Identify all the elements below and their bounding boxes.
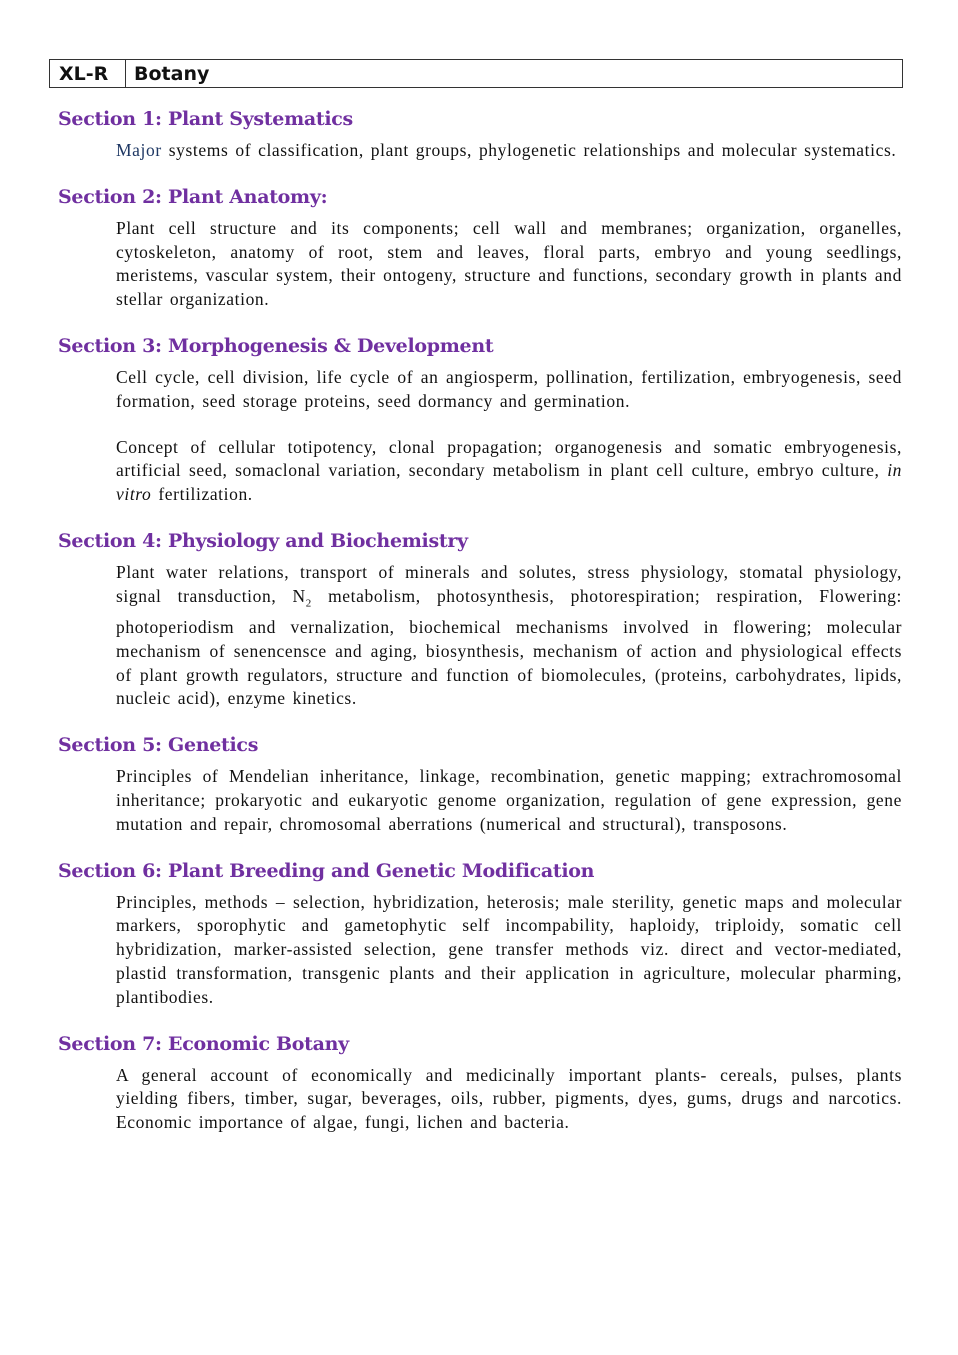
paper-subject: Botany	[134, 63, 210, 85]
section-body: A general account of economically and medicinally important plants- cereals, pulses, plants yielding fibers, timber, sugar, beverages, oils, rubber, pigments, dyes, gums, drugs and narcotics. Economic importance of algae, fungi, lichen and bacteria.	[116, 1064, 902, 1133]
section-6	[58, 858, 902, 1010]
section-heading: Section 5: Genetics	[58, 734, 259, 757]
syllabus-content	[58, 106, 902, 1156]
section-body-text: systems of classification, plant groups, phylogenetic relationships and molecular systematics.	[161, 140, 897, 160]
section-heading: Section 4: Physiology and Biochemistry	[58, 529, 468, 552]
section-body-lead: Major	[116, 140, 162, 160]
section-1	[58, 106, 902, 163]
section-4	[58, 528, 902, 711]
section-body: Principles of Mendelian inheritance, linkage, recombination, genetic mapping; extrachromosomal inheritance; prokaryotic and eukaryotic genome organization, regulation of gene expression, gene mutation and repair, chromosomal aberrations (numerical and structural), transposons.	[116, 766, 902, 834]
section-body	[116, 139, 902, 163]
section-3	[58, 333, 902, 507]
section-body	[116, 561, 902, 711]
section-body: Cell cycle, cell division, life cycle of an angiosperm, pollination, fertilization, embryogenesis, seed formation, seed storage proteins, seed dormancy and germination.	[116, 366, 902, 411]
section-7	[58, 1031, 902, 1135]
section-body: Plant cell structure and its components; cell wall and membranes; organization, organelles, cytoskeleton, anatomy of root, stem and leaves, floral parts, embryo and young seedlings, meristems, vascular system, their ontogeny, structure and functions, secondary growth in plants and stellar organization.	[116, 217, 902, 310]
section-body-text: metabolism, photosynthesis, photorespiration; respiration, Flowering: photoperiodism and vernalization, biochemical mechanisms involved in flowering; molecular mechanism of senencensce and aging, biosynthesis, mechanism of action and physiological effects of plant growth regulators, structure and function of biomolecules, (proteins, carbohydrates, lipids, nucleic acid), enzyme kinetics.	[116, 585, 902, 709]
paper-code: XL-R	[50, 60, 126, 87]
subscript: 2	[305, 597, 312, 610]
section-heading: Section 7: Economic Botany	[58, 1032, 349, 1055]
section-5	[58, 732, 902, 836]
section-body-text: fertilization.	[151, 484, 253, 505]
section-heading: Section 2: Plant Anatomy:	[58, 185, 328, 208]
section-body-2	[116, 436, 902, 507]
section-body-text: Plant water relations, transport of minerals and solutes, stress physiology, stomatal physiology, signal transduction, N	[116, 561, 902, 606]
section-body-text: Concept of cellular totipotency, clonal propagation; organogenesis and somatic embryogenesis, artificial seed, somaclonal variation, secondary metabolism in plant cell culture, embryo culture,	[116, 436, 902, 481]
paper-header-table	[49, 59, 903, 88]
section-heading: Section 1: Plant Systematics	[58, 108, 353, 130]
italic-term: in vitro	[116, 460, 902, 505]
section-2	[58, 184, 902, 312]
section-body: Principles, methods – selection, hybridization, heterosis; male sterility, genetic maps and molecular markers, sporophytic and gametophytic self incompability, haploidy, triploidy, somatic cell hybridization, marker-assisted selection, gene transfer methods viz. direct and vector-mediated, plastid transformation, transgenic plants and their application in agriculture, molecular pharming, plantibodies.	[116, 891, 902, 1007]
section-heading: Section 3: Morphogenesis & Development	[58, 334, 494, 357]
section-heading: Section 6: Plant Breeding and Genetic Modification	[58, 859, 595, 882]
